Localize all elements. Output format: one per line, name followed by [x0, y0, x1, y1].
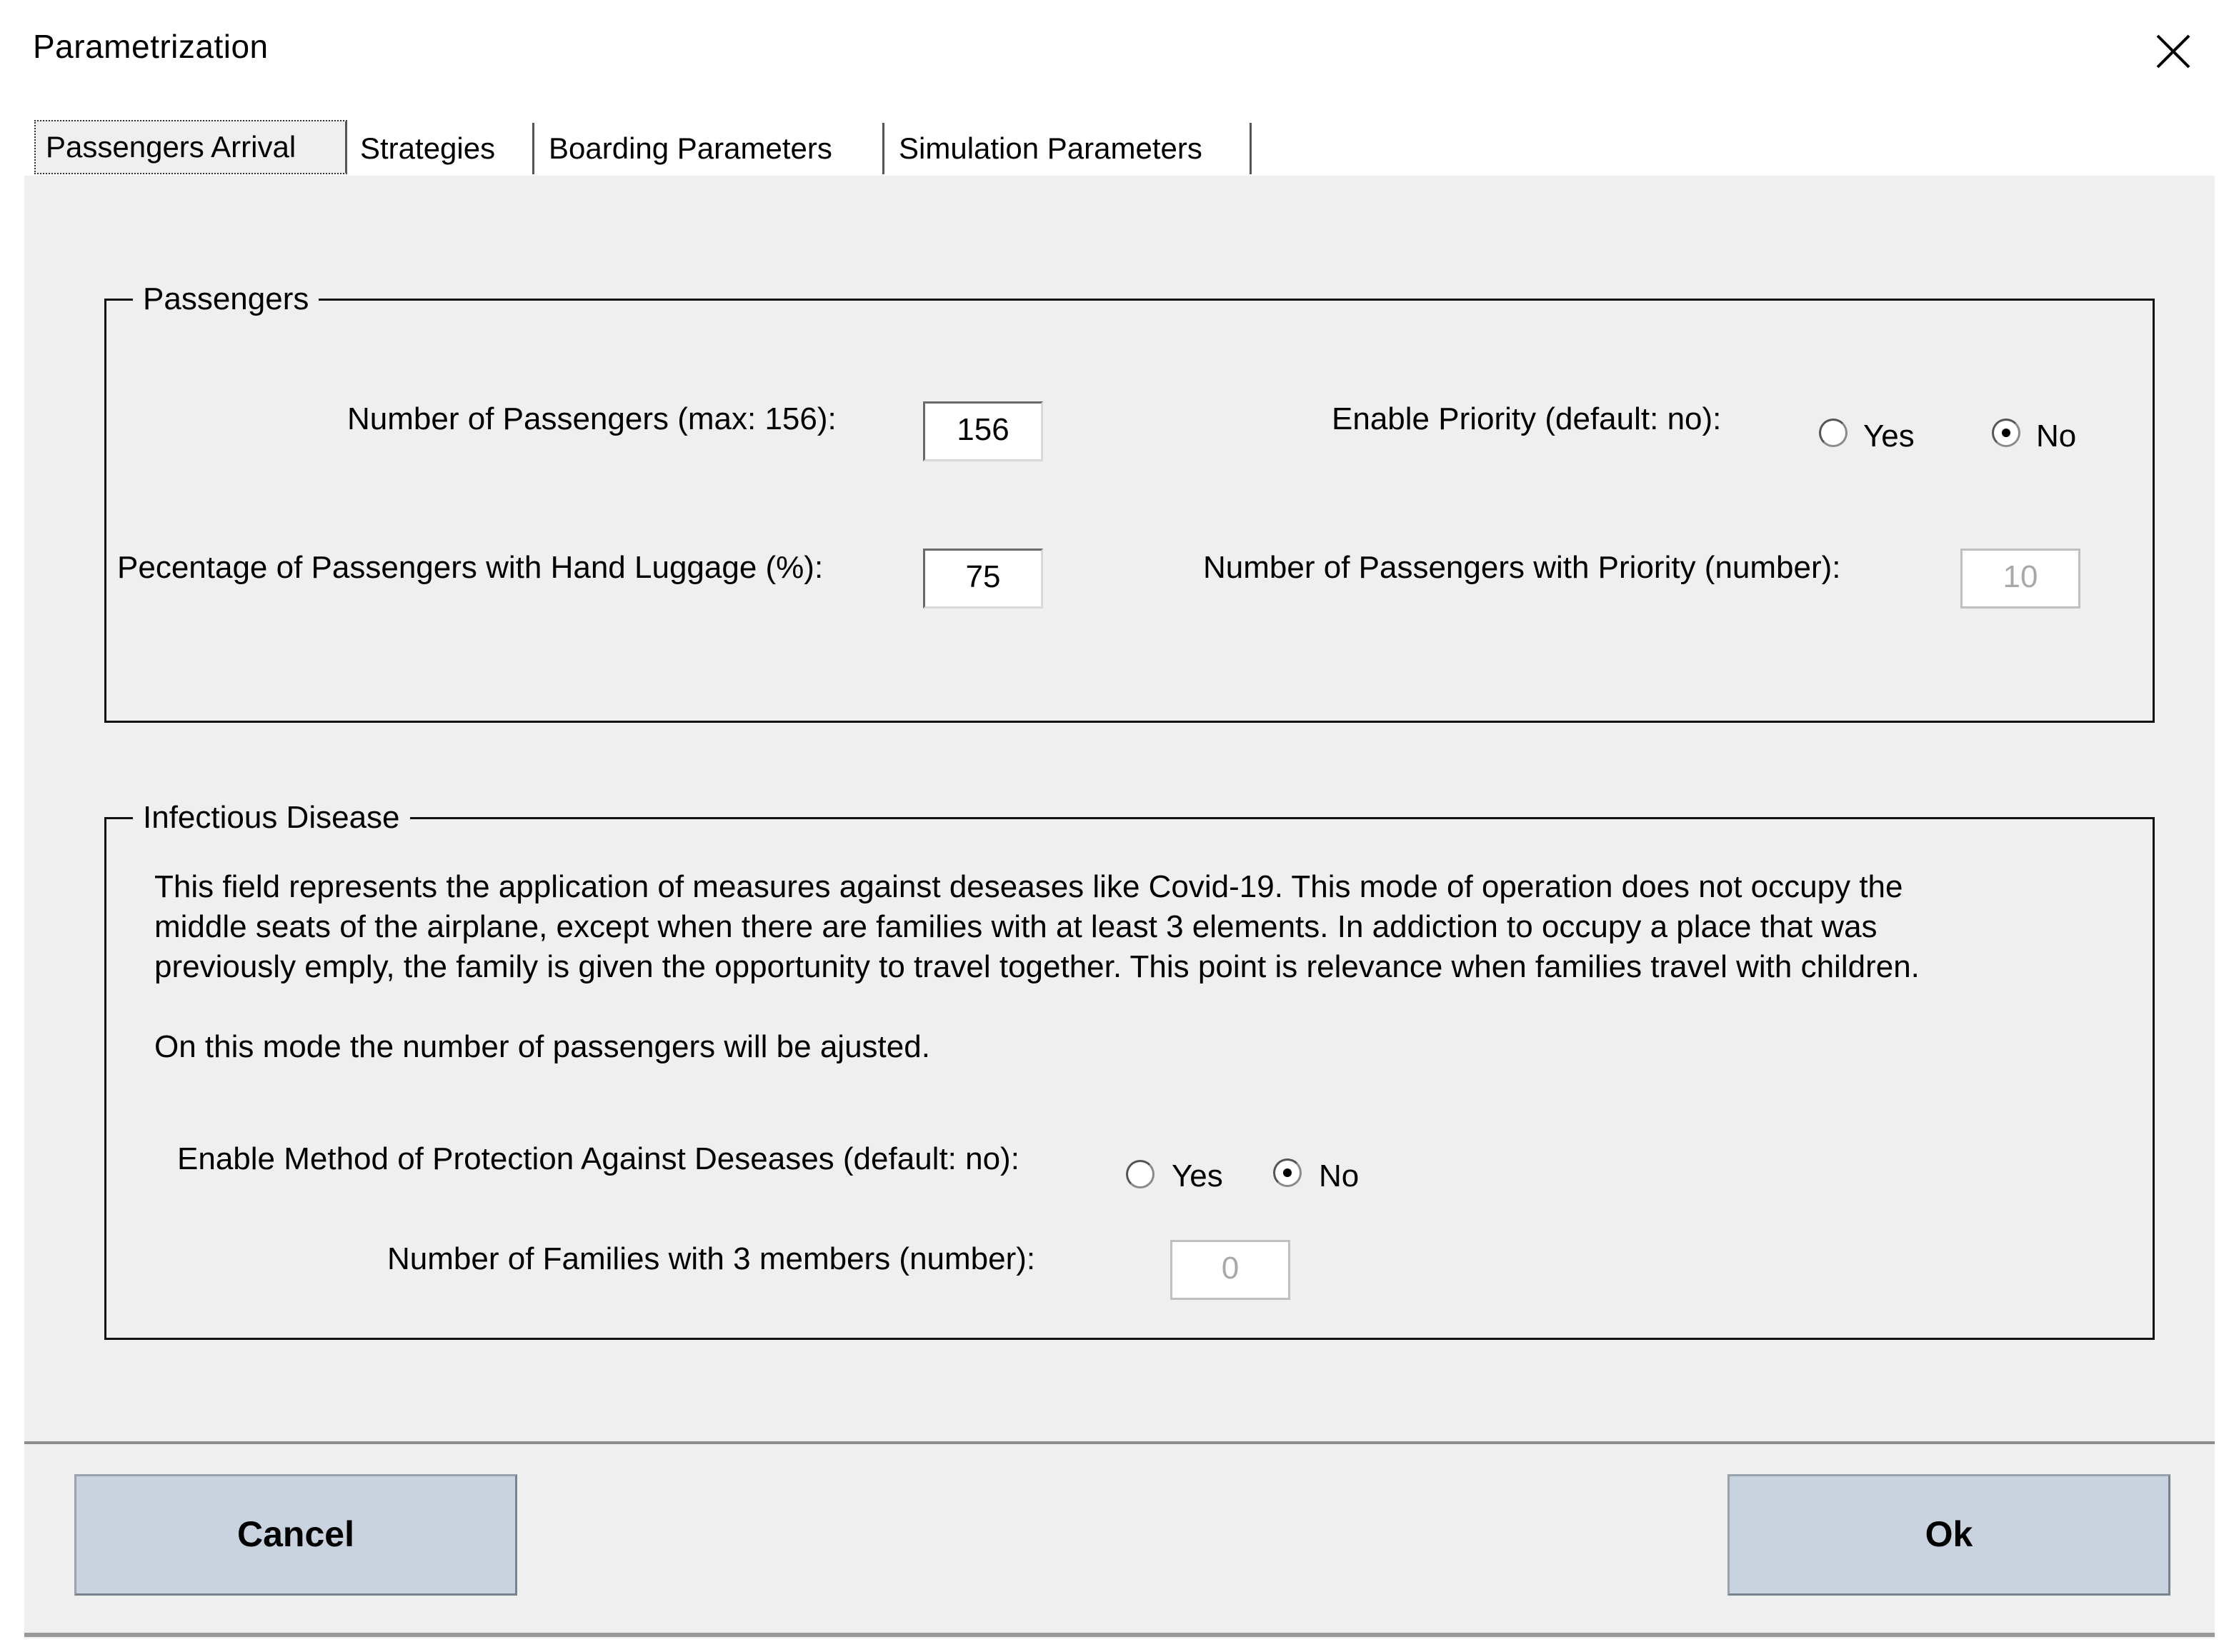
cancel-button[interactable]: Cancel [74, 1474, 517, 1596]
protection-no-label[interactable]: No [1319, 1158, 1360, 1193]
protection-label: Enable Method of Protection Against Deseases (default: no): [177, 1141, 1019, 1176]
window-title: Parametrization [33, 28, 269, 65]
num-passengers-label: Number of Passengers (max: 156): [347, 401, 837, 436]
footer-separator [24, 1441, 2215, 1444]
disease-group-legend: Infectious Disease [133, 800, 410, 836]
bottom-edge [24, 1633, 2215, 1637]
families-input[interactable]: 0 [1170, 1240, 1290, 1300]
tab-simulation-parameters[interactable]: Simulation Parameters [889, 123, 1252, 174]
tab-passengers-arrival[interactable]: Passengers Arrival [34, 120, 347, 174]
priority-count-label: Number of Passengers with Priority (number): [1203, 550, 1841, 585]
priority-yes-radio[interactable] [1819, 419, 1847, 447]
priority-count-input[interactable]: 10 [1960, 549, 2080, 609]
description-line: middle seats of the airplane, except when there are families with at least 3 elements. In addiction to occupy a place that was [154, 909, 1878, 944]
tab-strategies[interactable]: Strategies [350, 123, 534, 174]
disease-description [154, 867, 2155, 1067]
description-line: This field represents the application of measures against deseases like Covid-19. This mode of operation does not occupy the [154, 869, 1903, 904]
num-passengers-input[interactable]: 156 [923, 401, 1043, 461]
tab-boarding-parameters[interactable]: Boarding Parameters [539, 123, 884, 174]
passengers-group-legend: Passengers [133, 281, 319, 317]
families-label: Number of Families with 3 members (number): [387, 1241, 1036, 1276]
protection-yes-radio[interactable] [1126, 1160, 1155, 1188]
priority-yes-label[interactable]: Yes [1863, 419, 1915, 454]
priority-no-label[interactable]: No [2036, 419, 2077, 454]
hand-luggage-input[interactable]: 75 [923, 549, 1043, 609]
close-icon[interactable] [2150, 29, 2196, 74]
hand-luggage-label: Pecentage of Passengers with Hand Luggage (%): [117, 550, 824, 585]
protection-no-radio[interactable] [1273, 1158, 1302, 1187]
description-line: previously emply, the family is given the opportunity to travel together. This point is relevance when families travel with children. [154, 949, 1920, 984]
ok-button[interactable]: Ok [1727, 1474, 2170, 1596]
passengers-group [104, 299, 2155, 723]
priority-no-radio[interactable] [1992, 419, 2020, 447]
description-note: On this mode the number of passengers will be ajusted. [154, 1029, 930, 1064]
protection-yes-label[interactable]: Yes [1172, 1158, 1223, 1193]
priority-label: Enable Priority (default: no): [1332, 401, 1722, 436]
